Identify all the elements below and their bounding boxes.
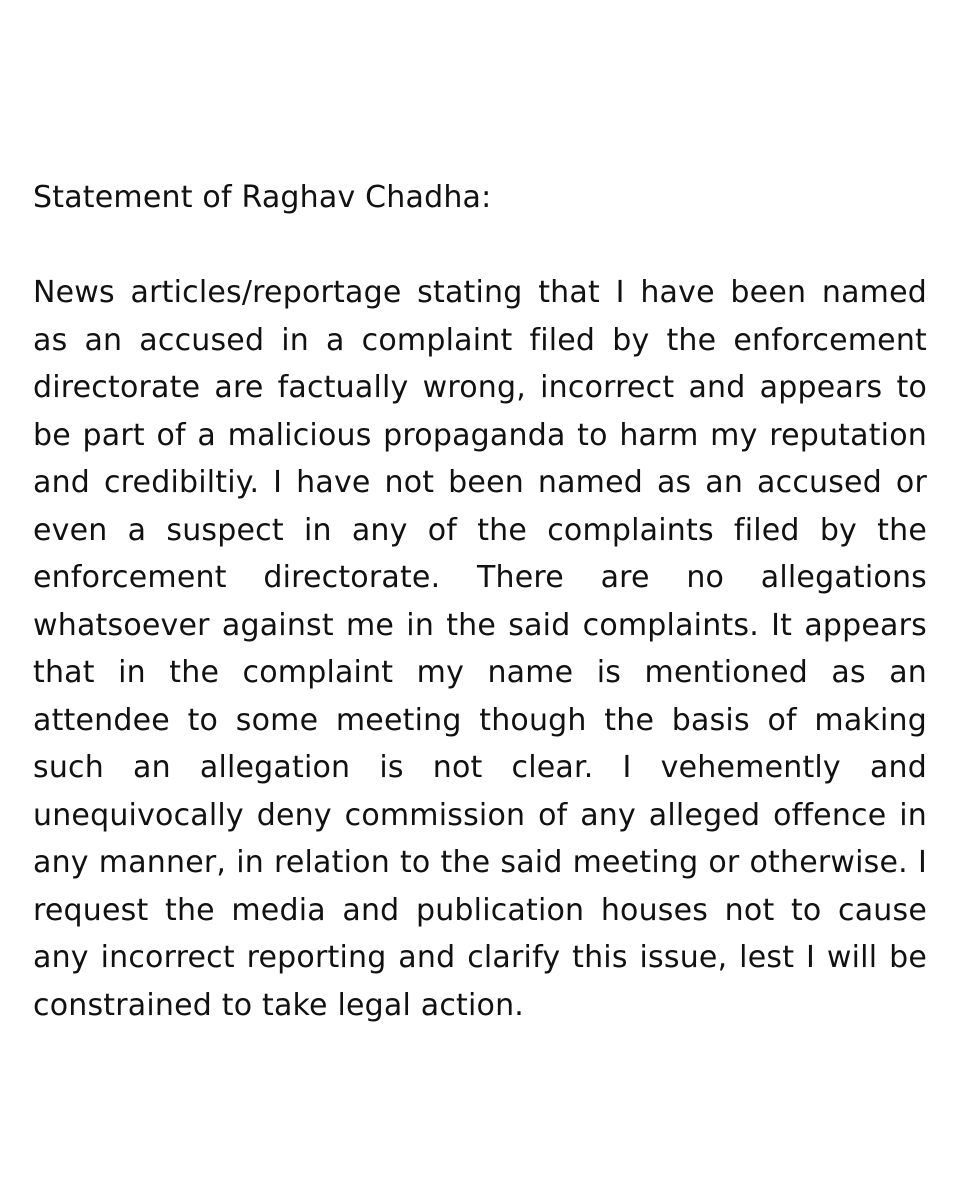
statement-body: News articles/reportage stating that I have been named as an accused in a complaint filed by the enforcement directorate are factually wrong, incorrect and appears to be part of a malicious propaganda to harm my reputation and credibiltiy. I have not been named as an accused or even a suspect in any of the complaints filed by the enforcement directorate. There are no allegations whatsoever against me in the said complaints. It appears that in the complaint my name is mentioned as an attendee to some meeting though the basis of making such an allegation is not clear. I vehemently and unequivocally deny commission of any alleged offence in any manner, in relation to the said meeting or otherwise. I request the media and publication houses not to cause any incorrect reporting and clarify this issue, lest I will be constrained to take legal action.	[33, 275, 927, 1023]
statement-heading: Statement of Raghav Chadha:	[33, 180, 492, 215]
statement-document	[33, 174, 927, 1029]
